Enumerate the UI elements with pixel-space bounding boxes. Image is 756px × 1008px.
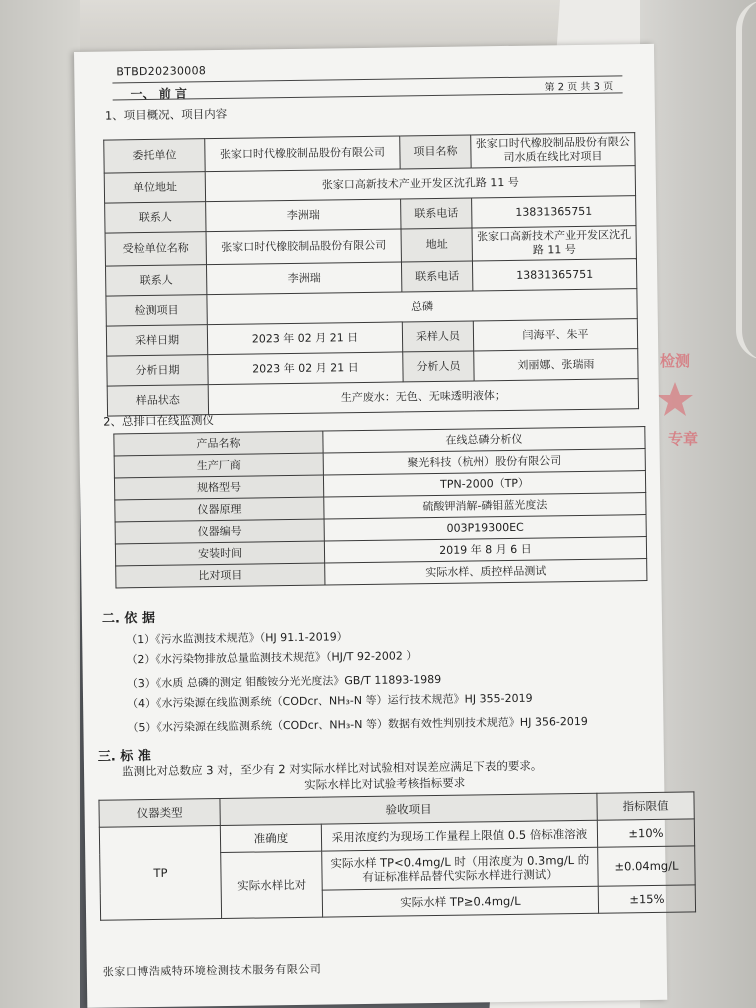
table-value: 李洲瑞	[206, 199, 401, 232]
reference-item: （4）《水污染源在线监测系统（CODcr、NH₃-N 等）运行技术规范》HJ 355-2019	[127, 691, 533, 711]
table-label: 单位地址	[104, 172, 205, 203]
table-label: 联系电话	[401, 261, 472, 292]
table-label: 生产厂商	[114, 453, 323, 478]
table-value: ±10%	[597, 819, 694, 847]
table-label: 检测项目	[106, 295, 207, 326]
table-header: 验收项目	[220, 793, 597, 825]
table-value: 13831365751	[472, 196, 636, 228]
table-label: 采样人员	[402, 321, 473, 352]
table-value: 张家口高新技术产业开发区沈孔路 11 号	[205, 166, 635, 202]
table-label: 比对项目	[116, 563, 325, 588]
table-value: 2023 年 02 月 21 日	[207, 322, 402, 355]
section-basis-title: 二. 依 据	[101, 610, 156, 627]
background-left	[0, 0, 80, 1008]
table-value: 张家口时代橡胶制品股份有限公司	[205, 136, 400, 172]
standard-table	[98, 791, 696, 920]
table-label: 联系人	[105, 265, 206, 296]
table-label: 项目名称	[400, 135, 471, 169]
instrument-table	[113, 426, 647, 588]
table-label: 规格型号	[114, 475, 323, 500]
table-label: 地址	[401, 228, 472, 262]
table-label: 联系电话	[401, 198, 472, 229]
table-label: 仪器原理	[115, 497, 324, 522]
table-value: 刘丽娜、张瑞雨	[474, 349, 638, 381]
seal-fragment: 检测	[660, 352, 691, 370]
table-label: 采样日期	[106, 325, 207, 356]
header-rule-2	[113, 92, 623, 100]
table-label: 实际水样比对	[221, 851, 323, 918]
page-number: 第 2 页 共 3 页	[544, 81, 614, 94]
table-value: 闫海平、朱平	[473, 319, 637, 351]
table-value: TPN-2000（TP）	[323, 471, 645, 497]
table-label: 分析人员	[403, 351, 474, 382]
standard-description: 监测比对总数应 3 对，至少有 2 对实际水样比对试验相对误差应满足下表的要求。	[121, 758, 543, 779]
table-label: 委托单位	[104, 139, 205, 173]
document-code: BTBD20230008	[116, 64, 207, 79]
subsection-title: 2、总排口在线监测仪	[103, 413, 215, 429]
table-row	[107, 379, 638, 416]
table-value: 李洲瑞	[206, 262, 401, 295]
reference-item: （1）《污水监测技术规范》（HJ 91.1-2019）	[126, 630, 348, 647]
table-label: 安装时间	[115, 541, 324, 566]
table-label: 联系人	[105, 202, 206, 233]
table-value: 实际水样 TP<0.4mg/L 时（用浓度为 0.3mg/L 的有证标准样品替代实际水样进行测试）	[322, 847, 599, 890]
table-value: 003P19300EC	[324, 515, 646, 541]
table-header: 指标限值	[597, 792, 694, 820]
table-value: 聚光科技（杭州）股份有限公司	[323, 449, 645, 475]
table-caption: 实际水样比对试验考核指标要求	[304, 775, 466, 792]
table-value: 实际水样 TP≥0.4mg/L	[322, 886, 598, 917]
table-value: 13831365751	[472, 259, 636, 291]
table-value: 张家口时代橡胶制品股份有限公司	[206, 229, 401, 265]
table-value: 硫酸钾消解-磷钼蓝光度法	[324, 493, 646, 519]
table-label: 仪器编号	[115, 519, 324, 544]
table-label: 分析日期	[107, 355, 208, 386]
table-label: 受检单位名称	[105, 232, 206, 266]
table-value: 生产废水：无色、无味透明液体；	[208, 379, 638, 415]
subsection-title: 1、项目概况、项目内容	[104, 106, 228, 123]
table-value: ±15%	[598, 885, 695, 913]
table-header: 仪器类型	[99, 799, 220, 828]
table-value: 采用浓度约为现场工作量程上限值 0.5 倍标准溶液	[321, 820, 597, 851]
cable	[736, 0, 756, 360]
reference-item: （3）《水质 总磷的测定 钼酸铵分光光度法》GB/T 11893-1989	[126, 672, 442, 691]
table-label: 样品状态	[107, 385, 208, 416]
reference-item: （5）《水污染源在线监测系统（CODcr、NH₃-N 等）数据有效性判别技术规范》HJ 356-2019	[127, 714, 588, 735]
table-value: 总磷	[207, 289, 637, 325]
project-info-table	[103, 132, 639, 416]
table-value: 2019 年 8 月 6 日	[324, 537, 646, 563]
footer-company: 张家口博浩威特环境检测技术服务有限公司	[102, 962, 322, 979]
table-label: 产品名称	[114, 431, 323, 456]
table-value: 实际水样、质控样品测试	[325, 559, 647, 585]
section-standard-title: 三. 标 准	[97, 748, 151, 765]
document-page	[74, 44, 679, 1008]
section-foreword-title: 一、 前 言	[130, 86, 188, 102]
table-value: 张家口时代橡胶制品股份有限公司水质在线比对项目	[471, 133, 635, 168]
table-label: 准确度	[220, 824, 321, 852]
reference-item: （2）《水污染物排放总量监测技术规范》（HJ/T 92-2002 ）	[126, 649, 418, 667]
instrument-type-cell: TP	[99, 826, 221, 921]
table-value: ±0.04mg/L	[598, 846, 696, 886]
table-value: 2023 年 02 月 21 日	[208, 352, 403, 385]
seal-fragment: 专章	[668, 430, 699, 448]
table-value: 张家口高新技术产业开发区沈孔路 11 号	[472, 226, 636, 261]
seal-star-icon	[655, 380, 695, 420]
table-value: 在线总磷分析仪	[323, 427, 645, 453]
